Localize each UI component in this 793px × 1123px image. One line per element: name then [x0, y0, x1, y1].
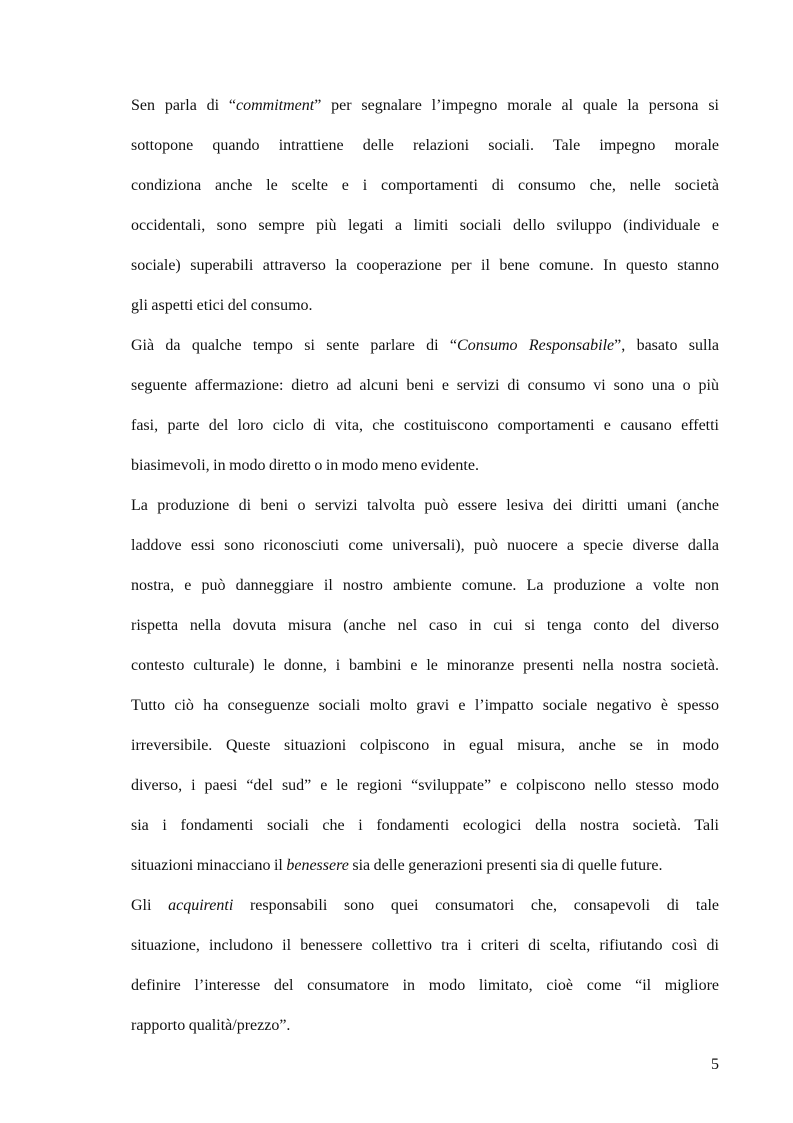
italic-term: commitment [236, 97, 315, 114]
paragraph [131, 326, 719, 486]
text-run: sociale) superabili attraverso la cooperazione per il bene comune. In questo stanno [131, 257, 719, 274]
text-run: rapporto qualità/prezzo”. [131, 1017, 291, 1034]
text-run: La produzione di beni o servizi talvolta può essere lesiva dei diritti umani (anche [131, 497, 719, 514]
text-line [131, 686, 719, 726]
paragraph [131, 486, 719, 886]
text-line [131, 726, 719, 766]
text-line [131, 366, 719, 406]
italic-term: benessere [286, 857, 349, 874]
text-line [131, 966, 719, 1006]
text-line [131, 566, 719, 606]
text-line [131, 846, 719, 886]
text-run: Sen parla di “ [131, 97, 237, 114]
text-line [131, 766, 719, 806]
text-line [131, 406, 719, 446]
text-line [131, 326, 719, 366]
text-line [131, 806, 719, 846]
text-run: responsabili sono quei consumatori che, consapevoli di tale [233, 897, 719, 914]
italic-term: Consumo Responsabile [457, 337, 615, 354]
text-line [131, 286, 719, 326]
text-run: seguente affermazione: dietro ad alcuni beni e servizi di consumo vi sono una o più [131, 377, 719, 394]
text-line [131, 246, 719, 286]
text-run: ”, basato sulla [614, 337, 719, 354]
text-run: condiziona anche le scelte e i comportamenti di consumo che, nelle società [131, 177, 719, 194]
text-run: laddove essi sono riconosciuti come universali), può nuocere a specie diverse dalla [131, 537, 719, 554]
text-line [131, 1006, 719, 1046]
text-run: irreversibile. Queste situazioni colpiscono in egual misura, anche se in modo [131, 737, 719, 754]
paragraph [131, 886, 719, 1046]
text-run: diverso, i paesi “del sud” e le regioni “sviluppate” e colpiscono nello stesso modo [131, 777, 719, 794]
paragraph [131, 86, 719, 326]
text-run: occidentali, sono sempre più legati a limiti sociali dello sviluppo (individuale e [131, 217, 719, 234]
text-line [131, 606, 719, 646]
text-run: sottopone quando intrattiene delle relazioni sociali. Tale impegno morale [131, 137, 719, 154]
text-run: gli aspetti etici del consumo. [131, 297, 313, 314]
text-run: Gli [131, 897, 169, 914]
text-run: nostra, e può danneggiare il nostro ambiente comune. La produzione a volte non [131, 577, 719, 594]
text-line [131, 126, 719, 166]
text-run: definire l’interesse del consumatore in modo limitato, cioè come “il migliore [131, 977, 719, 994]
page-number: 5 [711, 1056, 719, 1073]
text-run: situazione, includono il benessere collettivo tra i criteri di scelta, rifiutando così di [131, 937, 719, 954]
italic-term: acquirenti [168, 897, 234, 914]
text-run: Già da qualche tempo si sente parlare di “ [131, 337, 458, 354]
text-run: Tutto ciò ha conseguenze sociali molto gravi e l’impatto sociale negativo è spesso [131, 697, 719, 714]
text-line [131, 526, 719, 566]
text-line [131, 206, 719, 246]
text-run: sia i fondamenti sociali che i fondamenti ecologici della nostra società. Tali [131, 817, 719, 834]
text-run: ” per segnalare l’impegno morale al quale la persona si [314, 97, 719, 114]
text-line [131, 886, 719, 926]
text-run: rispetta nella dovuta misura (anche nel caso in cui si tenga conto del diverso [131, 617, 719, 634]
text-run: fasi, parte del loro ciclo di vita, che costituiscono comportamenti e causano effetti [131, 417, 719, 434]
text-line [131, 486, 719, 526]
text-line [131, 86, 719, 126]
text-run: situazioni minacciano il [131, 857, 287, 874]
text-line [131, 646, 719, 686]
text-line [131, 926, 719, 966]
text-run: biasimevoli, in modo diretto o in modo meno evidente. [131, 457, 479, 474]
text-line [131, 166, 719, 206]
text-line [131, 446, 719, 486]
body-text [131, 86, 719, 1046]
text-run: sia delle generazioni presenti sia di quelle future. [348, 857, 663, 874]
text-run: contesto culturale) le donne, i bambini e le minoranze presenti nella nostra società. [131, 657, 719, 674]
